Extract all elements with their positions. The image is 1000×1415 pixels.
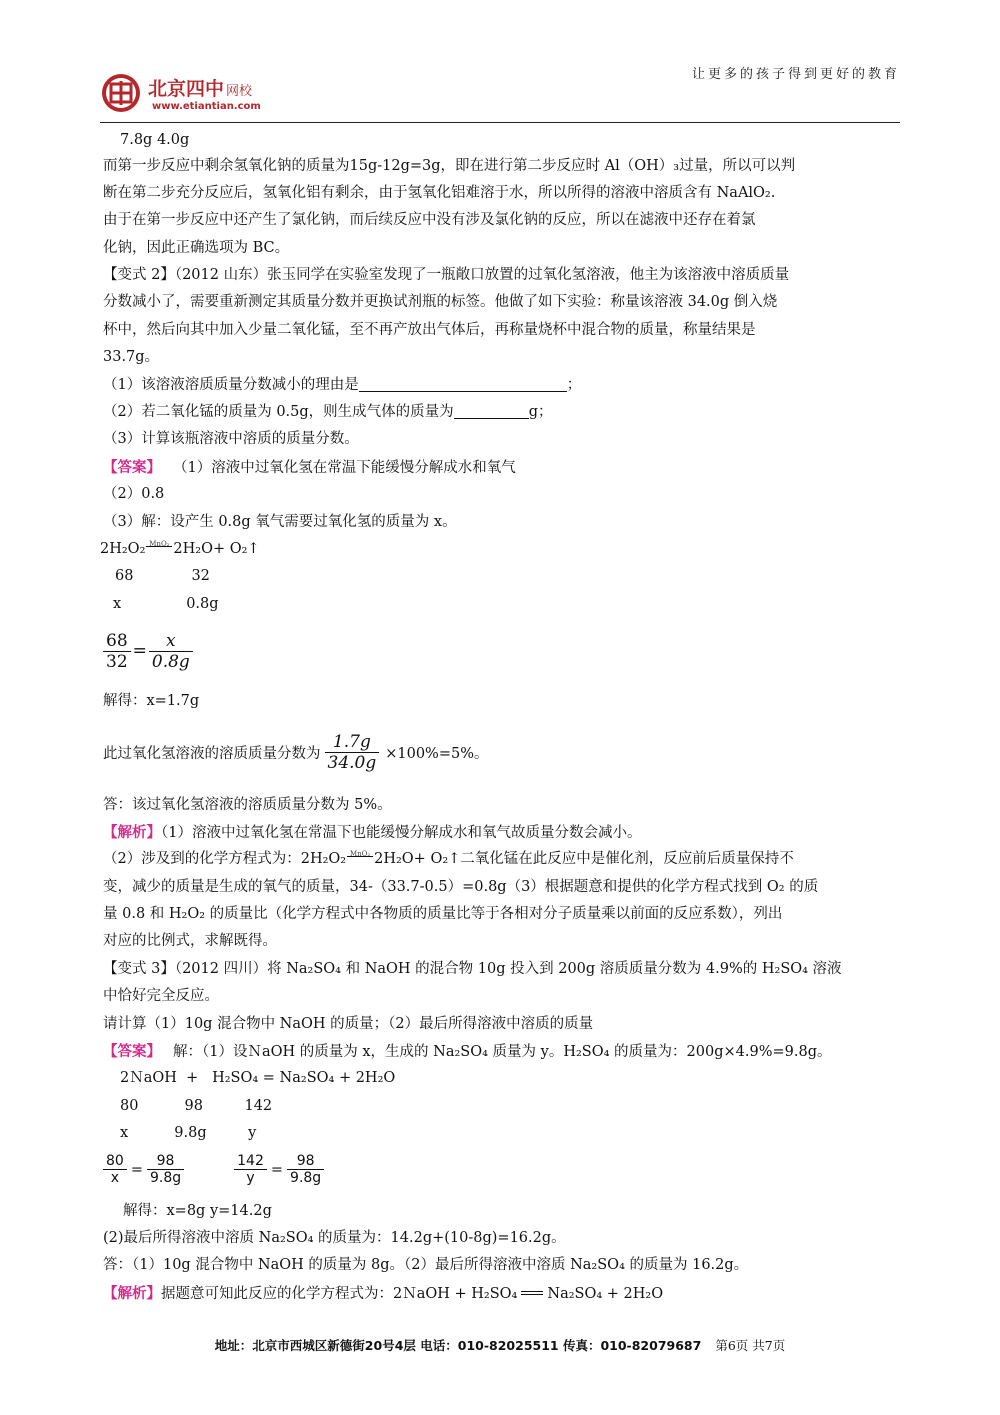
mass-ratio-row: 80 98 142 [120,1097,273,1114]
school-emblem-icon [100,72,142,114]
question-2 [103,399,898,426]
equation-2: 2ＮaOH + H₂SO₄ = Na₂SO₄ + 2H₂O [120,1070,396,1087]
analysis-2: （2）涉及到的化学方程式为：2H₂O₂ MnO₂ 2H₂O+ O₂↑二氧化锰在此反应中是催化剂，反应前后质量保持不 [103,850,794,868]
text-line: 对应的比例式，求解既得。 [103,933,277,950]
mass-ratio-row [103,563,898,590]
text-line: (2)最后所得溶液中溶质 Na₂SO₄ 的质量为：14.2g+(10-8g)=16.2g。 [103,1230,566,1246]
final-answer: 答：（1）10g 混合物中 NaOH 的质量为 8g。（2）最后所得溶液中溶质 Na₂SO₄ 的质量为 16.2g。 [103,1257,749,1274]
answer-tag: 【答案】 [103,1043,161,1061]
text-line: 变，减少的质量是生成的氧气的质量，34-（33.7-0.5）=0.8g（3）根据题意和提供的化学方程式找到 O₂ 的质 [103,878,819,895]
text-line: 断在第二步充分反应后，氢氧化铝有剩余，由于氢氧化铝难溶于水，所以所得的溶液中溶质含有 NaAlO₂. [103,184,776,201]
text-line: 33.7g。 [103,349,160,366]
answer-1 [103,454,898,481]
proportion-equation: $\frac{68}{32}$ = $\frac{x}{0.8g}$ [103,618,898,684]
text-line: 分数减小了，需要重新测定其质量分数并更换试剂瓶的标签。他做了如下实验：称量该溶液 34.0g 倒入烧 [103,294,778,311]
variant-3-heading: 【变式 3】（2012 四川）将 Na₂SO₄ 和 NaOH 的混合物 10g 投入到 200g 溶质质量分数为 4.9%的 H₂SO₄ 溶液 [103,960,842,977]
analysis-1 [103,819,898,846]
equation-left: 2H₂O₂ [100,540,146,557]
fraction: $\frac{98}{9.8g}$ [147,1153,184,1186]
logo [100,72,320,118]
fraction: $\frac{80}{x}$ [103,1153,127,1186]
variant-2-heading: 【变式 2】（2012 山东）张玉同学在实验室发现了一瓶敞口放置的过氧化氢溶液，他主为该溶液中溶质质量 [103,267,790,284]
percentage-text: 此过氧化氢溶液的溶质质量分数为 [103,746,321,763]
logo-name [148,74,252,101]
fraction: $\frac{68}{32}$ [103,631,131,672]
fraction: $\frac{x}{0.8g}$ [149,631,193,672]
question-1-end: ； [566,376,582,393]
page-number: 第6页 共7页 [715,1338,786,1353]
answer-2: （2）0.8 [103,486,165,503]
answer-1-text: （1）溶液中过氧化氢在常温下能缓慢分解成水和氧气 [173,459,516,476]
question-1-text: （1）该溶液溶质质量分数减小的理由是 [103,376,359,393]
question-2-end: g； [528,404,553,421]
question-1 [103,372,898,399]
text-line: 7.8g 4.0g [120,132,190,148]
question-2-text: （2）若二氧化锰的质量为 0.5g，则生成气体的质量为 [103,404,454,421]
variable-value: x [113,595,122,612]
analysis-last: 【解析】据题意可知此反应的化学方程式为：2ＮaOH + H₂SO₄ Na₂SO₄ + 2H₂O [103,1284,664,1302]
text-line: 请计算（1）10g 混合物中 NaOH 的质量；（2）最后所得溶液中溶质的质量 [103,1015,594,1032]
text-line: 量 0.8 和 H₂O₂ 的质量比（化学方程式中各物质的质量比等于各相对分子质量乘以前面的反应系数），列出 [103,906,783,923]
fraction: $\frac{98}{9.8g}$ [287,1153,324,1186]
text-line: 由于在第一步反应中还产生了氯化钠，而后续反应中没有涉及氯化钠的反应，所以在滤液中还存在着氯 [103,212,756,229]
analysis-tag: 【解析】 [103,1284,161,1302]
text-line: 中恰好完全反应。 [103,988,219,1005]
text-line: 化钠，因此正确选项为 BC。 [103,239,290,256]
mass-value: 32 [191,568,210,585]
header-slogan: 让更多的孩子得到更好的教育 [691,67,900,82]
proportion-equations: $\frac{80}{x}$ = $\frac{98}{9.8g}$ $\frac{142}{y}$ = $\frac{98}{9.8g}$ [103,1148,898,1192]
page-footer [0,1336,1000,1354]
percentage-result: ×100%=5%。 [385,746,489,763]
footer-address: 地址：北京市西城区新德街20号4层 电话：010-82025511 传真：010-82079687 [214,1338,702,1353]
equation-1 [100,536,898,563]
catalyst-mark: MnO₂ [346,848,374,860]
final-answer: 答：该过氧化氢溶液的溶质质量分数为 5%。 [103,796,392,813]
catalyst-label: MnO₂ [149,539,170,548]
variable-row [103,591,898,618]
solution-line: 解得：x=8g y=14.2g [123,1202,272,1219]
variable-value: 0.8g [186,595,219,612]
logo-url: www.etiantian.com [152,101,261,112]
document-body [100,128,898,1307]
answer-variant-3-text: 解：（1）设ＮaOH 的质量为 x，生成的 Na₂SO₄ 质量为 y。H₂SO₄ 的质量为：200g×4.9%=9.8g。 [173,1044,832,1061]
fraction: $\frac{142}{y}$ [234,1153,267,1186]
question-3: （3）计算该瓶溶液中溶质的质量分数。 [103,431,359,448]
answer-blank [359,373,567,392]
percentage-line [103,720,898,786]
answer-tag: 【答案】 [103,458,161,476]
answer-variant-3 [103,1038,898,1065]
catalyst-mark [145,538,173,550]
equation-right: 2H₂O+ O₂↑ [173,540,260,557]
logo-title: 北京四中 [148,78,225,100]
mass-value: 68 [115,568,134,585]
answer-3: （3）解：设产生 0.8g 氧气需要过氧化氢的质量为 x。 [103,513,457,530]
answer-blank [454,400,529,419]
analysis-tag: 【解析】 [103,823,161,841]
text-line: 杯中，然后向其中加入少量二氧化锰，至不再产放出气体后，再称量烧杯中混合物的质量，称量结果是 [103,321,756,338]
analysis-1-text: （1）溶液中过氧化氢在常温下也能缓慢分解成水和氧气故质量分数会减小。 [161,824,642,841]
solution-line: 解得：x=1.7g [103,693,200,710]
logo-suffix: 网校 [226,84,253,99]
header-divider [100,122,900,123]
text-line: 而第一步反应中剩余氢氧化钠的质量为15g-12g=3g，即在进行第二步反应时 Al（OH）₃过量，所以可以判 [103,157,796,174]
page-header [100,50,900,122]
variable-row: x 9.8g y [120,1125,257,1142]
fraction: $\frac{1.7g}{34.0g}$ [325,732,380,773]
